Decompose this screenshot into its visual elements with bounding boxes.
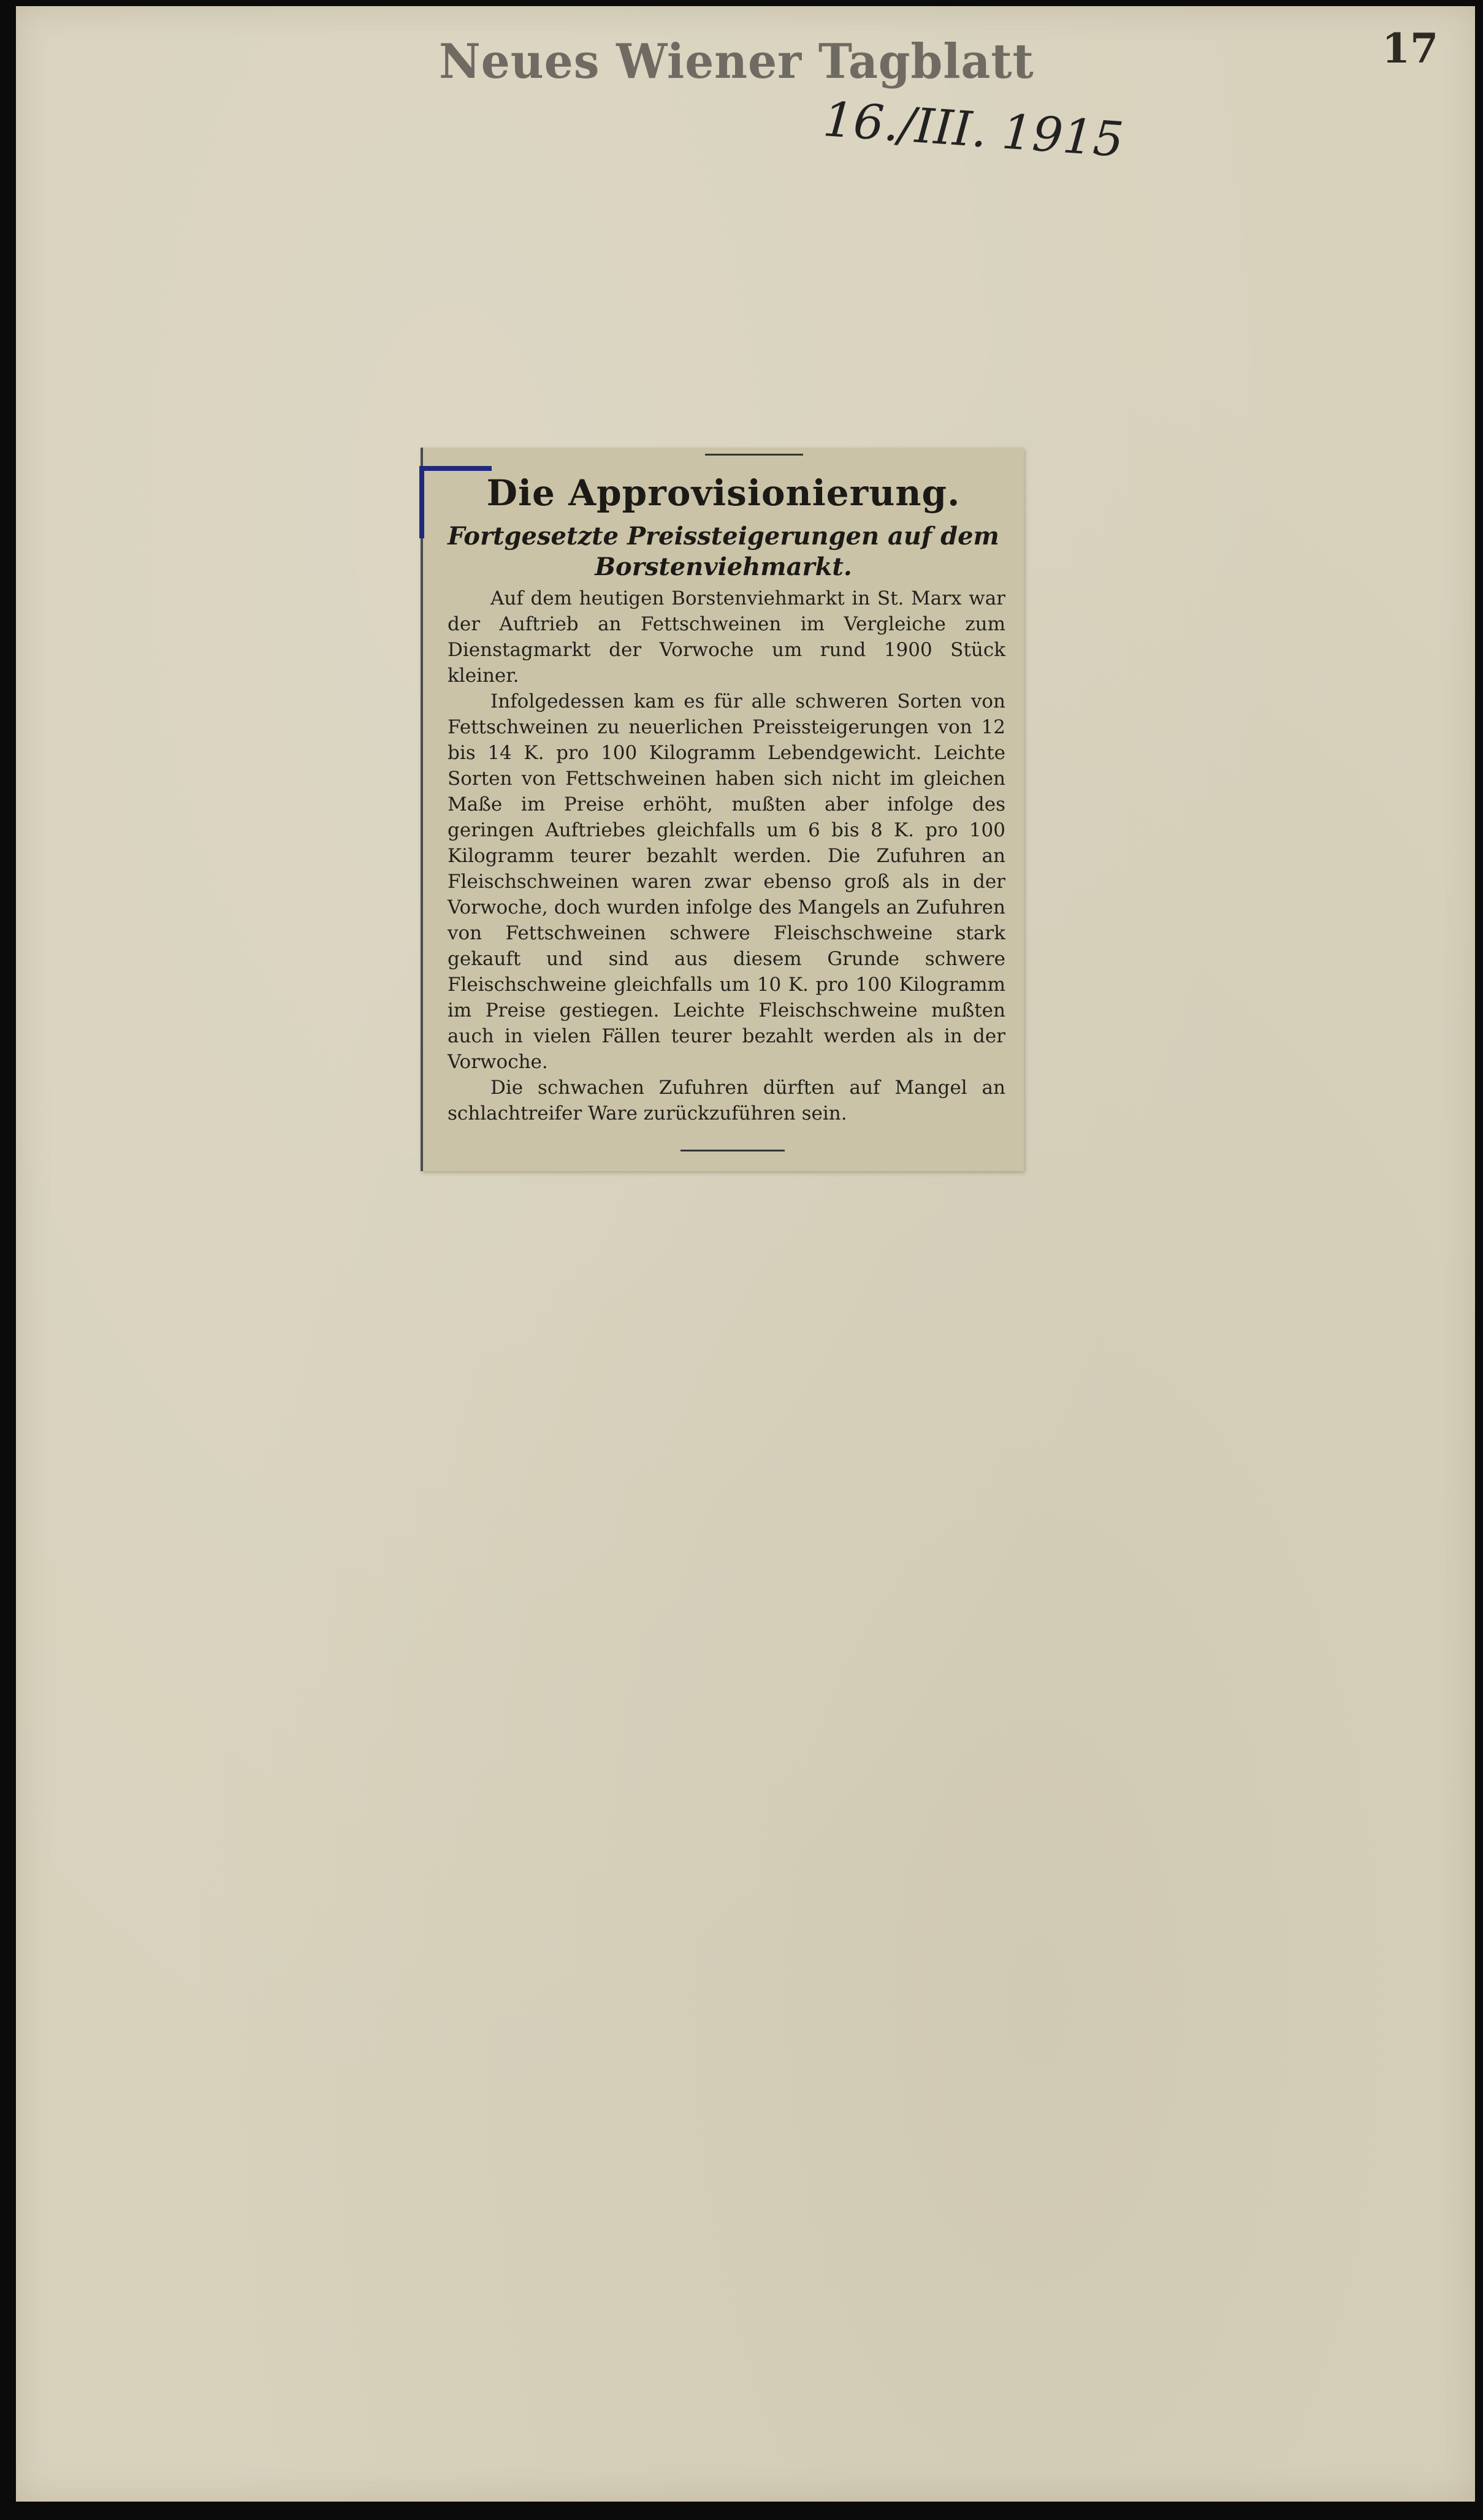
top-rule: [705, 454, 803, 456]
article-subheadline: Fortgesetzte Preissteigerungen auf dem Borstenviehmarkt.: [448, 522, 999, 581]
newspaper-masthead: Neues Wiener Tagblatt: [439, 34, 1034, 90]
article-paragraph: Auf dem heutigen Borstenviehmarkt in St. Marx war der Auftrieb an Fettschweinen im Vergleiche zum Dienstagmarkt der Vorwoche um rund 1900 Stück kleiner.: [448, 587, 1005, 687]
article-headline: Die Approvisionierung.: [486, 472, 961, 514]
newspaper-clipping: [421, 448, 1024, 1171]
article-paragraph: Infolgedessen kam es für alle schweren Sorten von Fettschweinen zu neuerlichen Preissteigerungen von 12 bis 14 K. pro 100 Kilogramm Lebendgewicht. Leichte Sorten von Fettschweinen haben sich nicht im gleichen Maße im Preise erhöht, mußten aber infolge des geringen Auftriebes gleichfalls um 6 bis 8 K. pro 100 Kilogramm teurer bezahlt werden. Die Zufuhren an Fleischschweinen waren zwar ebenso groß als in der Vorwoche, doch wurden infolge des Mangels an Zufuhren von Fettschweinen schwere Fleischschweine stark gekauft und sind aus diesem Grunde schwere Fleischschweine gleichfalls um 10 K. pro 100 Kilogramm im Preise gestiegen. Leichte Fleischschweine mußten auch in vielen Fällen teurer bezahlt werden als in der Vorwoche.: [448, 690, 1005, 1073]
article-paragraph: Die schwachen Zufuhren dürften auf Mangel an schlachtreifer Ware zurückzuführen sein.: [448, 1077, 1005, 1124]
bottom-rule: [681, 1150, 785, 1151]
article-body: [448, 586, 1005, 1126]
archive-sheet: [16, 6, 1475, 2502]
handwritten-date: 16./III. 1915: [821, 92, 1126, 169]
page-number: 17: [1382, 25, 1438, 72]
